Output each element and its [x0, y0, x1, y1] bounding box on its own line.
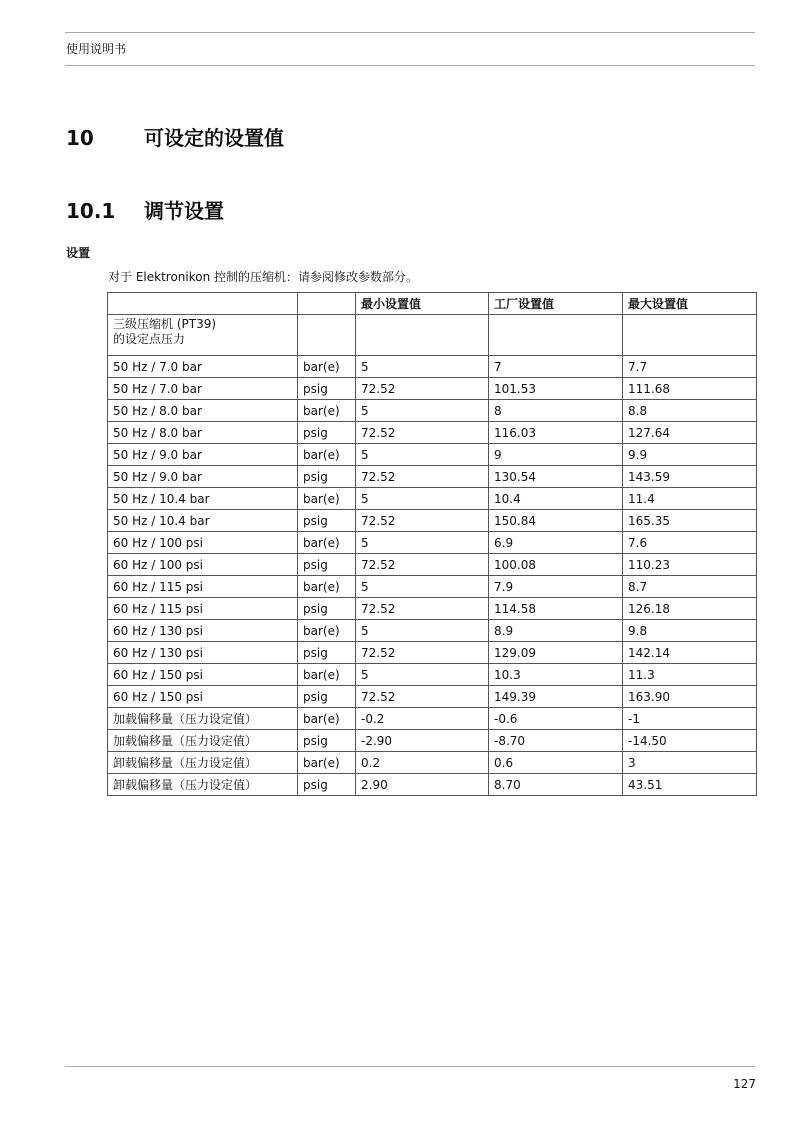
table-row	[108, 686, 757, 708]
cell-factory: 10.4	[489, 488, 623, 510]
table-body	[108, 315, 757, 796]
cell-unit: bar(e)	[298, 488, 356, 510]
table-row	[108, 315, 757, 356]
cell-factory: 116.03	[489, 422, 623, 444]
cell-unit: psig	[298, 378, 356, 400]
table-row	[108, 642, 757, 664]
cell-parameter: 50 Hz / 8.0 bar	[108, 400, 298, 422]
cell-parameter: 50 Hz / 10.4 bar	[108, 510, 298, 532]
cell-maximum: 7.6	[623, 532, 757, 554]
cell-maximum: -1	[623, 708, 757, 730]
cell-minimum: 5	[356, 488, 489, 510]
cell-factory: 8.9	[489, 620, 623, 642]
cell-minimum: 72.52	[356, 378, 489, 400]
cell-maximum: 142.14	[623, 642, 757, 664]
cell-unit: psig	[298, 730, 356, 752]
header-rule-bottom	[65, 65, 755, 66]
cell-minimum: 72.52	[356, 510, 489, 532]
cell-parameter: 卸载偏移量（压力设定值）	[108, 774, 298, 796]
cell-maximum: 7.7	[623, 356, 757, 378]
cell-minimum: -2.90	[356, 730, 489, 752]
cell-unit: bar(e)	[298, 444, 356, 466]
cell-unit: bar(e)	[298, 620, 356, 642]
cell-parameter: 50 Hz / 8.0 bar	[108, 422, 298, 444]
cell-unit: psig	[298, 510, 356, 532]
table-row	[108, 356, 757, 378]
cell-maximum: 11.3	[623, 664, 757, 686]
cell-maximum: 3	[623, 752, 757, 774]
footer-rule	[65, 1066, 755, 1067]
table-row	[108, 466, 757, 488]
cell-minimum: 72.52	[356, 686, 489, 708]
cell-maximum: 8.8	[623, 400, 757, 422]
header-cell-factory: 工厂设置值	[489, 293, 623, 315]
header-rule-top	[65, 32, 755, 33]
header-cell-maximum: 最大设置值	[623, 293, 757, 315]
table-row	[108, 620, 757, 642]
cell-parameter: 60 Hz / 100 psi	[108, 532, 298, 554]
cell-maximum: -14.50	[623, 730, 757, 752]
cell-factory: 150.84	[489, 510, 623, 532]
table-row	[108, 488, 757, 510]
cell-parameter: 60 Hz / 100 psi	[108, 554, 298, 576]
page-number: 127	[733, 1077, 756, 1091]
cell-maximum	[623, 315, 757, 356]
cell-factory: 7	[489, 356, 623, 378]
cell-minimum: 5	[356, 400, 489, 422]
section-heading	[66, 122, 284, 151]
cell-parameter: 50 Hz / 10.4 bar	[108, 488, 298, 510]
cell-factory: 114.58	[489, 598, 623, 620]
table-row	[108, 774, 757, 796]
cell-unit	[298, 315, 356, 356]
cell-maximum: 126.18	[623, 598, 757, 620]
table-row	[108, 510, 757, 532]
subsection-number: 10.1	[66, 199, 116, 223]
cell-unit: psig	[298, 686, 356, 708]
cell-parameter: 50 Hz / 7.0 bar	[108, 378, 298, 400]
table-row	[108, 730, 757, 752]
cell-maximum: 111.68	[623, 378, 757, 400]
table-row	[108, 576, 757, 598]
cell-factory: -0.6	[489, 708, 623, 730]
cell-maximum: 127.64	[623, 422, 757, 444]
section-number: 10	[66, 126, 94, 150]
cell-parameter: 50 Hz / 9.0 bar	[108, 466, 298, 488]
cell-unit: psig	[298, 554, 356, 576]
subsection-heading	[66, 195, 224, 224]
cell-parameter: 加载偏移量（压力设定值）	[108, 708, 298, 730]
cell-unit: bar(e)	[298, 532, 356, 554]
cell-factory: -8.70	[489, 730, 623, 752]
cell-unit: bar(e)	[298, 752, 356, 774]
cell-unit: bar(e)	[298, 400, 356, 422]
cell-unit: psig	[298, 774, 356, 796]
cell-minimum: 5	[356, 356, 489, 378]
cell-parameter: 50 Hz / 9.0 bar	[108, 444, 298, 466]
cell-minimum: 72.52	[356, 598, 489, 620]
cell-minimum: 2.90	[356, 774, 489, 796]
table-row	[108, 400, 757, 422]
cell-maximum: 9.9	[623, 444, 757, 466]
table-header-row	[108, 293, 757, 315]
cell-maximum: 143.59	[623, 466, 757, 488]
cell-factory: 101.53	[489, 378, 623, 400]
cell-minimum: 72.52	[356, 422, 489, 444]
cell-unit: bar(e)	[298, 664, 356, 686]
cell-parameter: 60 Hz / 150 psi	[108, 664, 298, 686]
cell-factory: 8.70	[489, 774, 623, 796]
cell-parameter: 60 Hz / 115 psi	[108, 598, 298, 620]
cell-minimum: 5	[356, 576, 489, 598]
cell-unit: psig	[298, 598, 356, 620]
table-row	[108, 664, 757, 686]
table-row	[108, 554, 757, 576]
cell-unit: psig	[298, 642, 356, 664]
cell-maximum: 43.51	[623, 774, 757, 796]
cell-parameter: 60 Hz / 115 psi	[108, 576, 298, 598]
subsection-title: 调节设置	[144, 199, 224, 223]
cell-minimum: 0.2	[356, 752, 489, 774]
table-row	[108, 532, 757, 554]
cell-factory: 7.9	[489, 576, 623, 598]
cell-minimum: 5	[356, 620, 489, 642]
running-header: 使用说明书	[66, 42, 127, 56]
cell-factory	[489, 315, 623, 356]
settings-table	[107, 292, 757, 796]
cell-minimum: 72.52	[356, 554, 489, 576]
cell-maximum: 8.7	[623, 576, 757, 598]
cell-factory: 149.39	[489, 686, 623, 708]
cell-parameter: 加载偏移量（压力设定值）	[108, 730, 298, 752]
cell-factory: 10.3	[489, 664, 623, 686]
header-cell-minimum: 最小设置值	[356, 293, 489, 315]
cell-parameter: 卸载偏移量（压力设定值）	[108, 752, 298, 774]
cell-unit: bar(e)	[298, 576, 356, 598]
cell-unit: psig	[298, 466, 356, 488]
cell-maximum: 163.90	[623, 686, 757, 708]
cell-factory: 100.08	[489, 554, 623, 576]
cell-maximum: 165.35	[623, 510, 757, 532]
cell-minimum	[356, 315, 489, 356]
settings-subheading: 设置	[66, 246, 91, 260]
cell-maximum: 110.23	[623, 554, 757, 576]
header-cell-unit	[298, 293, 356, 315]
cell-unit: bar(e)	[298, 708, 356, 730]
cell-minimum: 5	[356, 664, 489, 686]
cell-parameter: 三级压缩机 (PT39) 的设定点压力	[108, 315, 298, 356]
cell-minimum: 5	[356, 532, 489, 554]
table-row	[108, 598, 757, 620]
cell-minimum: -0.2	[356, 708, 489, 730]
cell-parameter: 60 Hz / 150 psi	[108, 686, 298, 708]
cell-parameter: 50 Hz / 7.0 bar	[108, 356, 298, 378]
cell-factory: 8	[489, 400, 623, 422]
cell-maximum: 9.8	[623, 620, 757, 642]
intro-text: 对于 Elektronikon 控制的压缩机：请参阅修改参数部分。	[108, 270, 419, 284]
header-cell-parameter	[108, 293, 298, 315]
table-row	[108, 708, 757, 730]
cell-factory: 129.09	[489, 642, 623, 664]
cell-factory: 9	[489, 444, 623, 466]
cell-parameter: 60 Hz / 130 psi	[108, 642, 298, 664]
cell-maximum: 11.4	[623, 488, 757, 510]
table-row	[108, 752, 757, 774]
cell-unit: bar(e)	[298, 356, 356, 378]
section-title: 可设定的设置值	[144, 126, 284, 150]
cell-unit: psig	[298, 422, 356, 444]
cell-factory: 6.9	[489, 532, 623, 554]
table-row	[108, 422, 757, 444]
cell-factory: 130.54	[489, 466, 623, 488]
cell-factory: 0.6	[489, 752, 623, 774]
table-row	[108, 444, 757, 466]
cell-minimum: 72.52	[356, 466, 489, 488]
cell-minimum: 5	[356, 444, 489, 466]
table-row	[108, 378, 757, 400]
cell-minimum: 72.52	[356, 642, 489, 664]
cell-parameter: 60 Hz / 130 psi	[108, 620, 298, 642]
